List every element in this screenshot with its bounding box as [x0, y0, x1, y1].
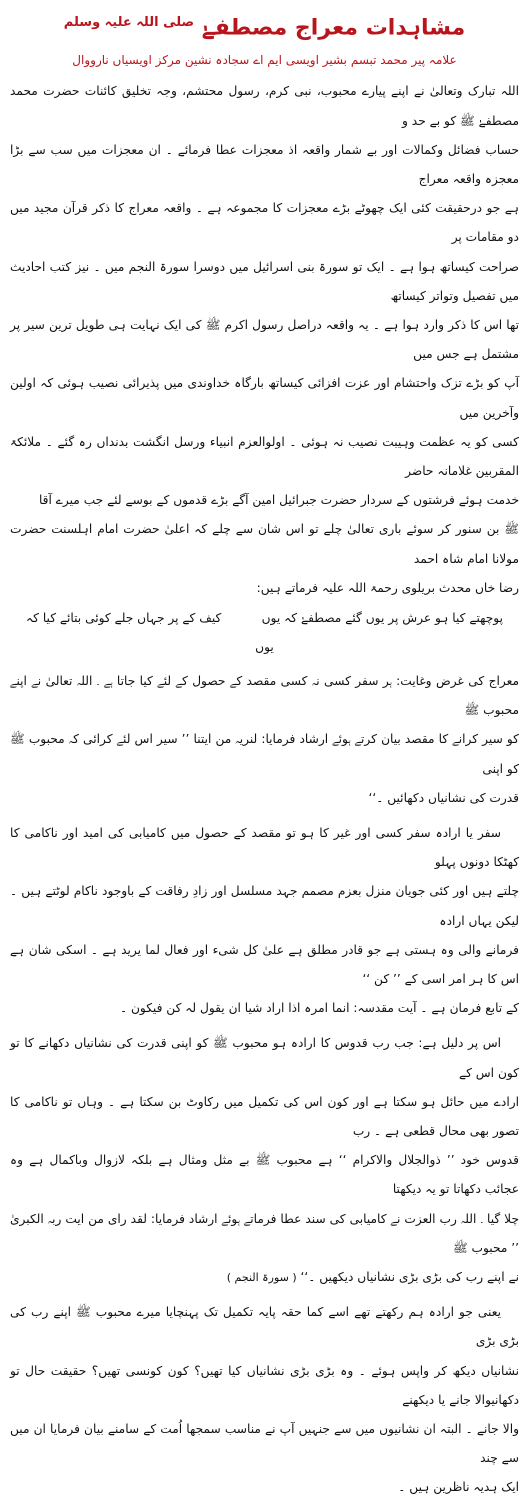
text-line: ﷺ بن سنور کر سوئے باری تعالیٰ چلے تو اس شان سے چلے کہ اعلیٰ حضرت امام اہلسنت حضرت مولانا امام شاہ احمد [10, 522, 519, 566]
paragraph-purpose [10, 667, 519, 813]
text-line: والا جانے ۔ البتہ ان نشانیوں میں سے جنہیں آپ نے مناسب سمجھا اُمت کے سامنے بیان فرمایا ان میں سے چند [10, 1422, 519, 1466]
author-byline: علامہ پیر محمد تبسم بشیر اویسی ایم اے سجادہ نشین مرکز اویسیاں نارووال [72, 53, 457, 68]
verse-second-hemistich: کیف کے پر جہاں جلے کوئی بتائے کیا کہ [26, 610, 222, 625]
text-line: حساب فضائل وکمالات اور بے شمار واقعہ اذ معجزات عطا فرمائے ۔ ان معجزات میں سب سے بڑا معجزہ واقعہ معراج [10, 142, 519, 186]
text-line: صراحت کیساتھ ہوا ہے ۔ ایک تو سورۃ بنی اسرائیل میں دوسرا سورۃ النجم میں ۔ نیز کتب احادیث میں تفصیل وتواتر کیساتھ [10, 259, 519, 303]
verse-line [10, 603, 519, 633]
paragraph-proof [10, 1029, 519, 1292]
paragraph-signs [10, 1298, 519, 1502]
text-line-content: نے اپنے رب کی بڑی بڑی نشانیاں دیکھیں ۔‘‘ [300, 1270, 519, 1285]
text-line: قدوس خود ’’ ذوالجلال والاکرام ‘‘ ہے محبوب ﷺ بے مثل ومثال ہے بلکہ لازوال وباکمال ہے وہ عجائب دکھاتا تو یہ دیکھتا [10, 1153, 519, 1197]
text-line: کے تابع فرمان ہے ۔ آیت مقدسہ: انما امرہ اذا اراد شیا ان یقول لہ کن فیکون ۔ [119, 1001, 519, 1016]
text-line: ارادے میں حائل ہو سکتا ہے اور کون اس کی تکمیل میں رکاوٹ بن سکتا ہے ۔ وہاں تو ناکامی کا تصور بھی محال قطعی ہے ۔ رب [10, 1094, 519, 1139]
text-line: اللہ تبارک وتعالیٰ نے اپنے پیارے محبوب، نبی کرم، رسول محتشم، وجہ تخلیق کائنات حضرت محمد مصطفےٰ ﷺ کو بے حد و [10, 84, 519, 128]
text-line: کو سیر کرانے کا مقصد بیان کرتے ہوئے ارشاد فرمایا: لنریہ من ایتنا ’’ سیر اس لئے کرائی کہ محبوب ﷺ کو اپنی [10, 732, 519, 776]
article-title [10, 8, 519, 43]
text-line: اس پر دلیل ہے: جب رب قدوس کا ارادہ ہو محبوب ﷺ کو اپنی قدرت کی نشانیاں دکھانے کا تو کون اس کے [10, 1036, 519, 1080]
text-line: سفر یا ارادہ سفر کسی اور غیر کا ہو تو مقصد کے حصول میں کامیابی کی امید اور ناکامی کا کھٹکا دونوں پہلو [10, 826, 519, 870]
text-line: ہے جو درحقیقت کئی ایک چھوٹے بڑے معجزات کا مجموعہ ہے ۔ واقعہ معراج کا ذکر قرآن مجید میں دو مقامات پر [10, 201, 519, 245]
text-line: آپ کو بڑے تزک واحتشام اور عزت افزائی کیساتھ بارگاہ خداوندی میں پذیرائی نصیب ہوئی کہ اولین وآخرین میں [10, 376, 519, 420]
text-line: خدمت ہوئے فرشتوں کے سردار حضرت جبرائیل امین آگے بڑے قدموں کے بوسے لئے جب میرے آقا [38, 493, 519, 508]
text-line: چلتے ہیں اور کئی جویان منزل بعزم مصمم جہد مسلسل اور زادِ رفاقت کے باوجود ناکام لوٹتے ہیں ۔ لیکن یہاں ارادہ [10, 884, 519, 928]
text-line: قدرت کی نشانیاں دکھائیں ۔‘‘ [368, 790, 519, 805]
text-line: کسی کو یہ عظمت وہیبت نصیب نہ ہوئی ۔ اولوالعزم انبیاء ورسل انگشت بدنداں رہ گئے ۔ ملائکۃ المقربین غلامانہ حاضر [10, 434, 519, 478]
poetry-couplet [10, 603, 519, 661]
surah-reference: ( سورۃ النجم ) [226, 1271, 297, 1285]
text-line [10, 1263, 519, 1292]
text-line: چلا گیا ۔ اللہ رب العزت نے کامیابی کی سند عطا فرماتے ہوئے ارشاد فرمایا: لقد رای من ایت ربہ الکبریٰ ’’ محبوب ﷺ [10, 1211, 519, 1255]
text-line: معراج کی غرض وغایت: ہر سفر کسی نہ کسی مقصد کے حصول کے لئے کیا جاتا ہے ۔ اللہ تعالیٰ نے اپنے محبوب ﷺ [10, 673, 519, 718]
paragraph-intent [10, 819, 519, 1023]
verse-ending: یوں [255, 639, 274, 654]
title-text: مشاہدات معراج مصطفےٰ [201, 15, 466, 41]
text-line: تھا اس کا ذکر وارد ہوا ہے ۔ یہ واقعہ دراصل رسول اکرم ﷺ کی ایک نہایت ہی طویل ترین سیر پر مشتمل ہے جس میں [10, 317, 519, 362]
text-line: یعنی جو ارادہ ہم رکھتے تھے اسے کما حقہ پایہ تکمیل تک پہنچایا میرے محبوب ﷺ اپنے رب کی بڑی بڑی [10, 1305, 519, 1349]
verse-first-hemistich: پوچھتے کیا ہو عرش پر یوں گئے مصطفےٰ کہ یوں [261, 610, 503, 625]
paragraph-intro [10, 77, 519, 603]
title-honorific: صلی اللہ علیہ وسلم [63, 15, 195, 30]
text-line: ایک ہدیہ ناظرین ہیں ۔ [398, 1480, 519, 1495]
text-line: نشانیاں دیکھ کر واپس ہوئے ۔ وہ بڑی بڑی نشانیاں کیا تھیں؟ کون کونسی تھیں؟ حقیقت حال تو دکھانیوالا جانے یا دیکھنے [10, 1363, 519, 1407]
text-line: فرمانے والی وہ ہستی ہے جو قادر مطلق ہے علیٰ کل شیء اور فعال لما یرید ہے ۔ اسکی شان ہے اس کا ہر امر اسی کے ’’ کن ‘‘ [10, 942, 519, 987]
text-line: رضا خاں محدث بریلوی رحمۃ اللہ علیہ فرماتے ہیں: [256, 580, 519, 595]
